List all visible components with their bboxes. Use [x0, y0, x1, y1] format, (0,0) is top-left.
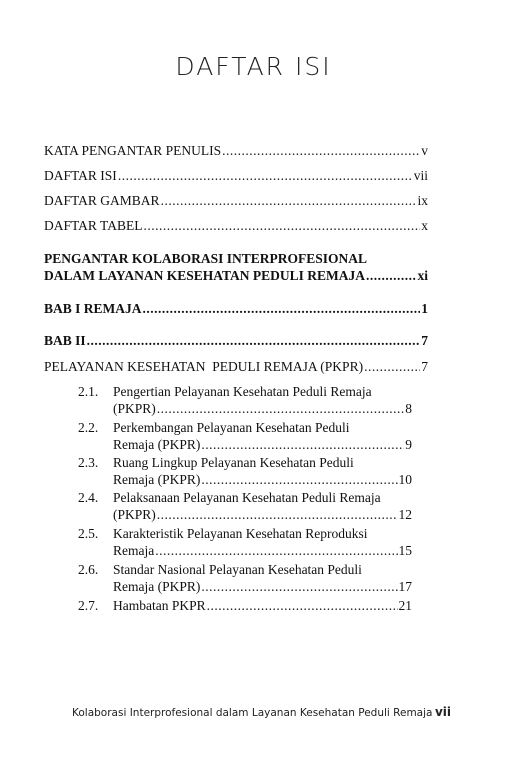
toc-entry-page: xi — [417, 268, 428, 283]
dot-leader — [201, 436, 404, 453]
toc-entry-label: BAB I REMAJA — [44, 301, 142, 316]
dot-leader — [157, 400, 404, 417]
subentry-page: 17 — [398, 579, 412, 594]
subentry-title-line1: Ruang Lingkup Pelayanan Kesehatan Peduli — [113, 455, 354, 470]
subentry-page: 21 — [398, 598, 412, 613]
subentry-number: 2.4. — [78, 490, 99, 505]
toc-subentry[interactable] — [78, 597, 428, 614]
dot-leader — [201, 471, 397, 488]
toc-entry-page: x — [421, 218, 428, 233]
toc-entry-label-line2: DALAM LAYANAN KESEHATAN PEDULI REMAJA — [44, 268, 366, 283]
dot-leader — [157, 506, 398, 523]
dot-leader — [118, 167, 413, 184]
toc-subentry[interactable] — [78, 419, 428, 453]
subentry-number: 2.5. — [78, 526, 99, 541]
subentry-number: 2.2. — [78, 420, 99, 435]
subentry-title-line2: Remaja (PKPR) — [113, 579, 201, 594]
footer-page-number: vii — [434, 705, 451, 719]
toc-entry-bab-1[interactable] — [44, 300, 428, 317]
subentry-title-line2: (PKPR) — [113, 507, 156, 522]
toc-entry-daftar-isi[interactable] — [44, 167, 428, 184]
dot-leader — [143, 300, 421, 317]
subentry-title: Hambatan PKPR — [113, 598, 206, 613]
toc-entry-label-line1: PENGANTAR KOLABORASI INTERPROFESIONAL — [44, 251, 368, 266]
toc-entry-page: 1 — [421, 301, 428, 316]
dot-leader — [207, 597, 398, 614]
toc-subentry[interactable] — [78, 561, 428, 595]
toc-entry-label: KATA PENGANTAR PENULIS — [44, 143, 222, 158]
subentry-number: 2.6. — [78, 562, 99, 577]
subentry-page: 10 — [398, 472, 412, 487]
toc-subentry[interactable] — [78, 454, 428, 488]
toc-entry-page: ix — [417, 193, 428, 208]
toc-subentry[interactable] — [78, 383, 428, 417]
toc-entry-page: v — [421, 143, 428, 158]
toc-entry-daftar-gambar[interactable] — [44, 192, 428, 209]
dot-leader — [87, 332, 421, 349]
subentry-title-line2: Remaja — [113, 543, 155, 558]
toc-subentry[interactable] — [78, 489, 428, 523]
toc-entry-page: vii — [413, 168, 428, 183]
page-title: DAFTAR ISI — [175, 52, 332, 81]
dot-leader — [155, 542, 397, 559]
subentry-number: 2.3. — [78, 455, 99, 470]
page-footer — [72, 705, 451, 719]
dot-leader — [143, 217, 420, 234]
subentry-title-line1: Standar Nasional Pelayanan Kesehatan Peduli — [113, 562, 362, 577]
toc-entry-bab-2[interactable] — [44, 332, 428, 349]
toc-entry-label: DAFTAR TABEL — [44, 218, 143, 233]
subentry-number: 2.7. — [78, 598, 99, 613]
dot-leader — [366, 267, 416, 284]
toc-entry-page: 7 — [421, 333, 428, 348]
subentry-title-line2: Remaja (PKPR) — [113, 472, 201, 487]
subentry-page: 12 — [398, 507, 412, 522]
toc-entry-page: 7 — [421, 359, 428, 374]
subentry-title-line1: Pengertian Pelayanan Kesehatan Peduli Remaja — [113, 384, 372, 399]
subentry-title-line1: Perkembangan Pelayanan Kesehatan Peduli — [113, 420, 350, 435]
toc-entry-kata-pengantar[interactable] — [44, 142, 428, 159]
subentry-title-line2: Remaja (PKPR) — [113, 437, 201, 452]
toc-entry-label: PELAYANAN KESEHATAN PEDULI REMAJA (PKPR) — [44, 359, 364, 374]
dot-leader — [161, 192, 417, 209]
dot-leader — [222, 142, 420, 159]
toc-entry-daftar-tabel[interactable] — [44, 217, 428, 234]
toc-entry-pengantar[interactable] — [44, 250, 428, 284]
subentry-title-line1: Karakteristik Pelayanan Kesehatan Reproduksi — [113, 526, 368, 541]
toc-subentry[interactable] — [78, 525, 428, 559]
subentry-page: 8 — [405, 401, 412, 416]
toc-entry-label: DAFTAR GAMBAR — [44, 193, 160, 208]
toc-entry-pkpr[interactable] — [44, 358, 428, 375]
toc-entry-label: BAB II — [44, 333, 86, 348]
subentry-page: 15 — [398, 543, 412, 558]
subentry-title-line1: Pelaksanaan Pelayanan Kesehatan Peduli Remaja — [113, 490, 381, 505]
subentry-page: 9 — [405, 437, 412, 452]
dot-leader — [364, 358, 420, 375]
subentry-title-line2: (PKPR) — [113, 401, 156, 416]
footer-book-title: Kolaborasi Interprofesional dalam Layanan Kesehatan Peduli Remaja — [72, 707, 433, 719]
toc-entry-label: DAFTAR ISI — [44, 168, 117, 183]
dot-leader — [201, 578, 397, 595]
subentry-number: 2.1. — [78, 384, 99, 399]
